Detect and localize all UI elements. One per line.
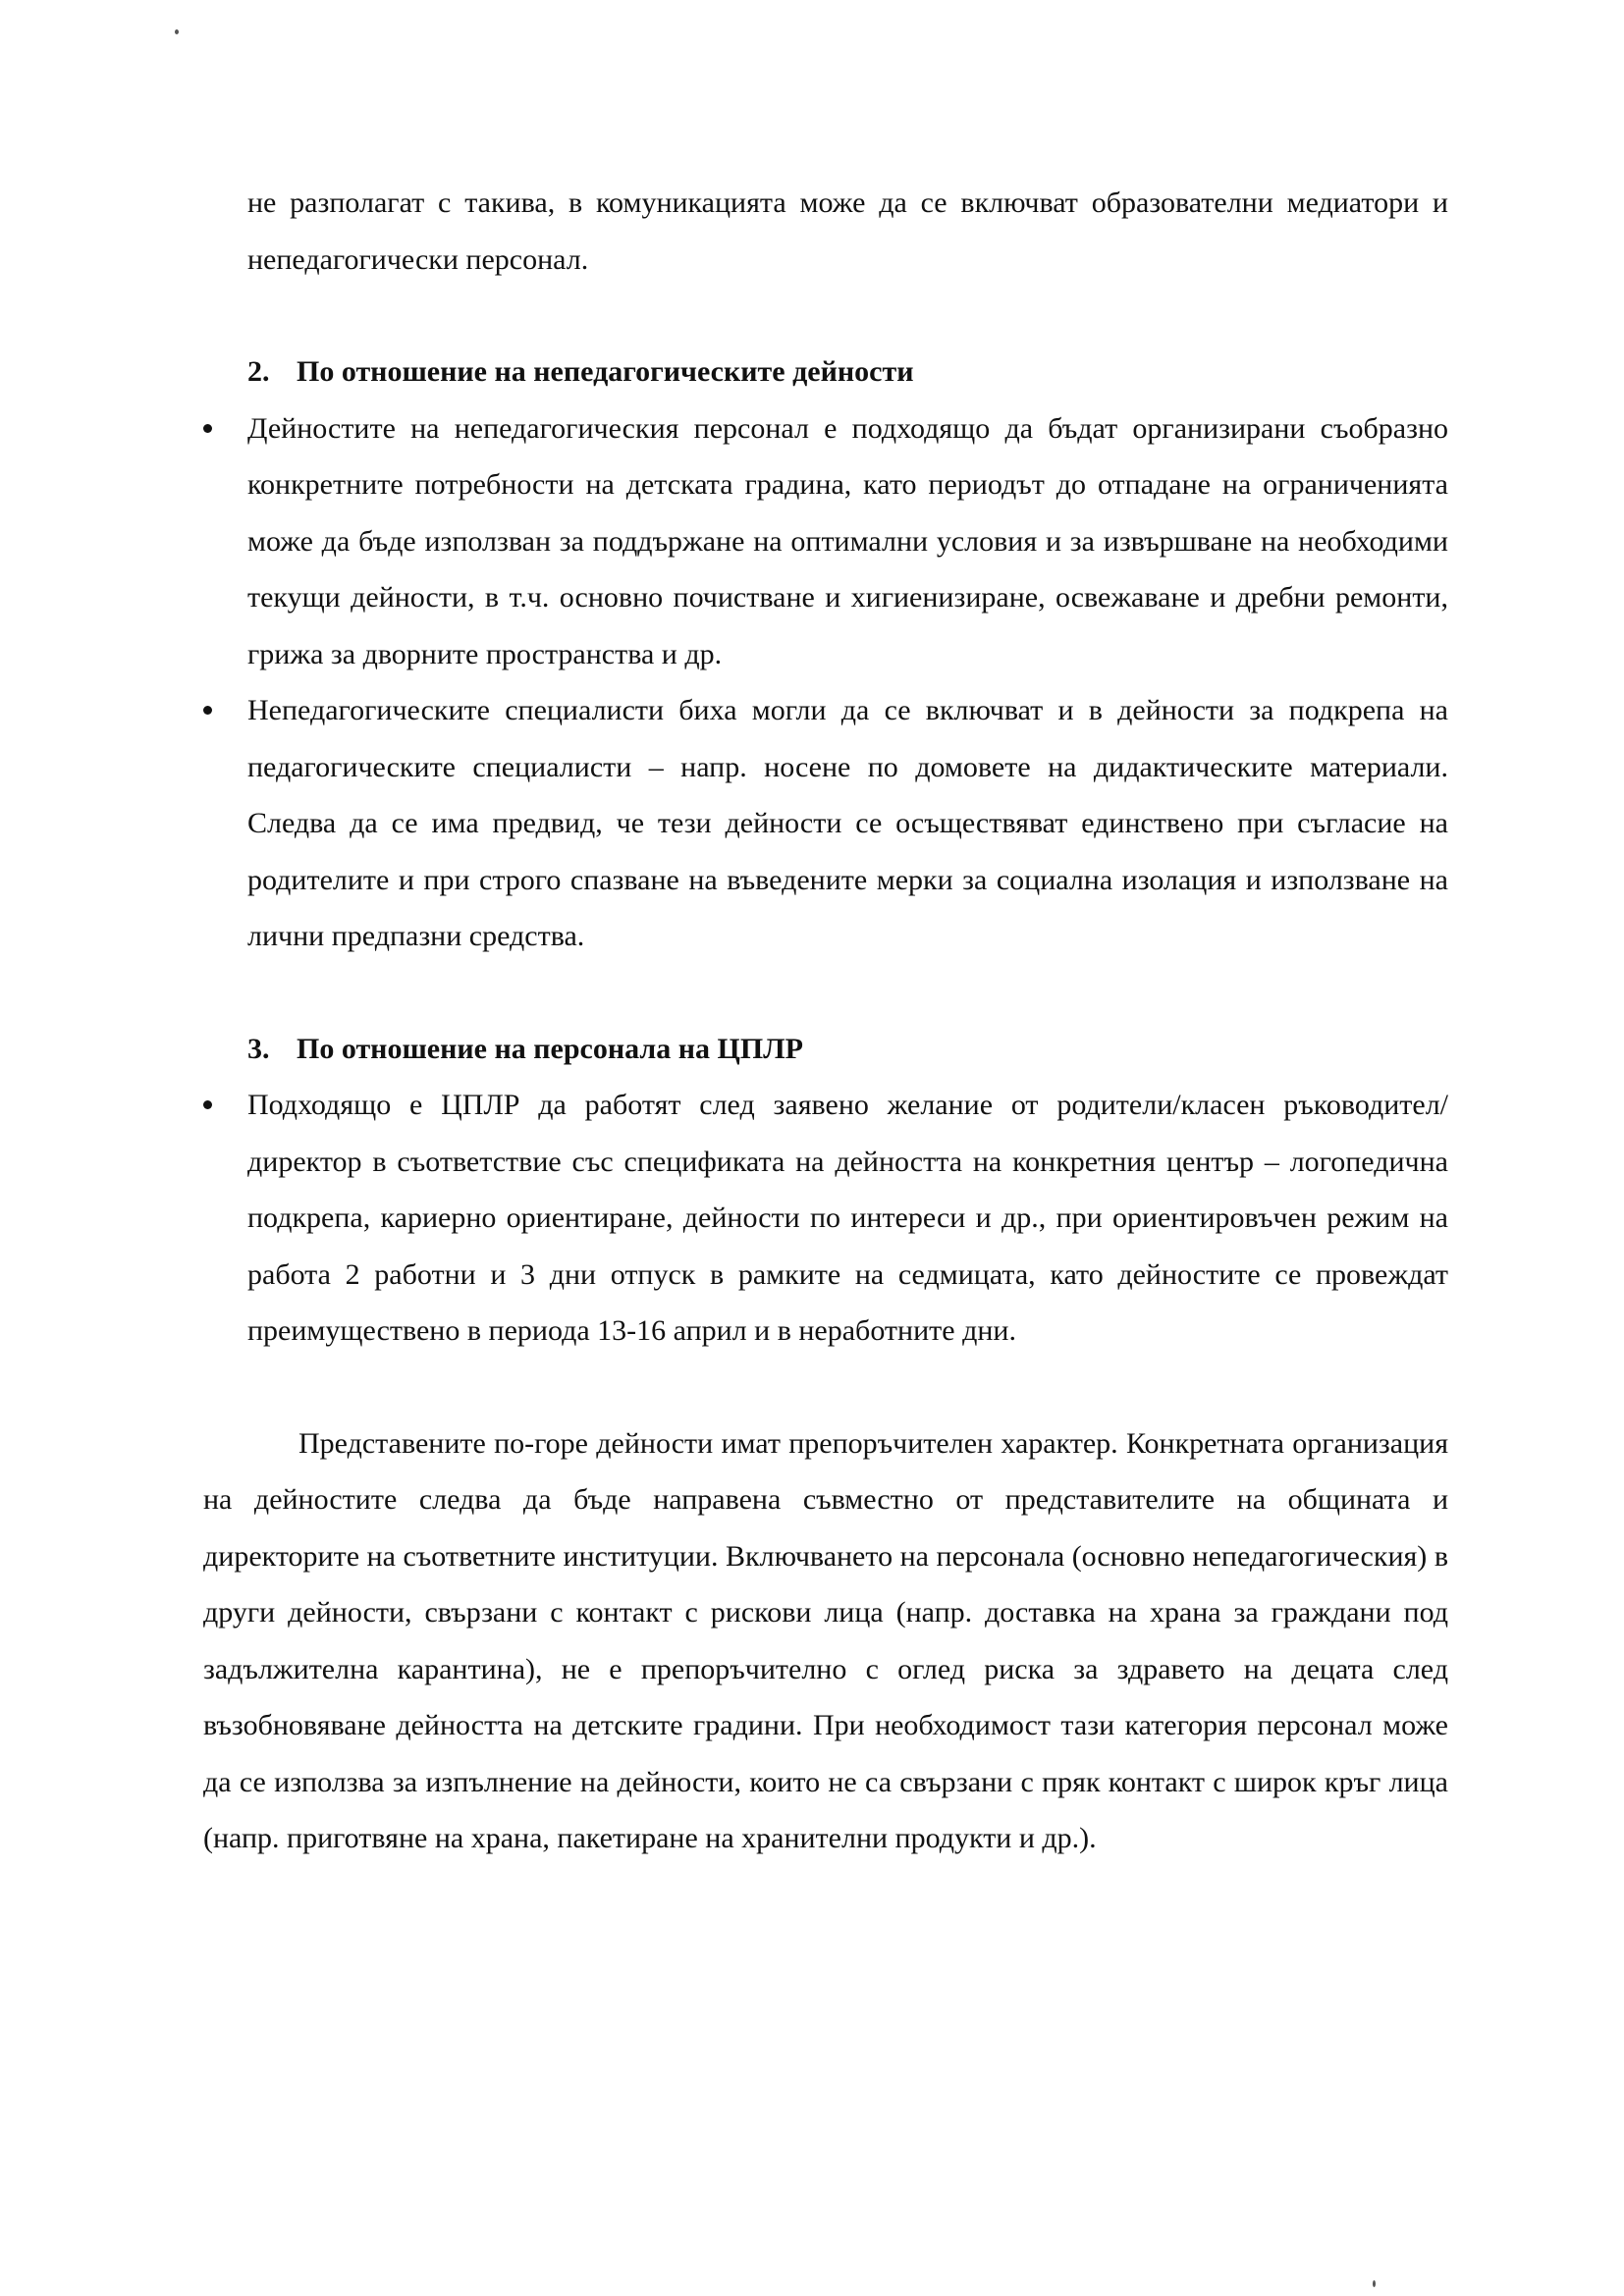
spacer bbox=[203, 288, 1448, 344]
bullet-icon bbox=[203, 706, 212, 715]
intro-block bbox=[247, 175, 1448, 288]
section-2-number: 2. bbox=[247, 355, 270, 388]
section-2-heading-block bbox=[247, 344, 1448, 400]
bullet-text: Подходящо е ЦПЛР да работят след заявено желание от родители/класен ръководител/директор в съответствие със спецификата на дейността на конкретния център – логопедична подкрепа, кариерно ориентиране, дейности по интереси и др., при ориентировъчен режим на работа 2 работни и 3 дни отпуск в рамките на седмицата, като дейностите се провеждат преимуществено в периода 13-16 април и в неработните дни. bbox=[247, 1089, 1448, 1347]
section-2-heading bbox=[247, 344, 1448, 400]
document-body bbox=[203, 175, 1448, 1867]
section-3-bullet-list bbox=[203, 1077, 1448, 1360]
section-3-number: 3. bbox=[247, 1032, 270, 1065]
bullet-text: Непедагогическите специалисти биха могли да се включват и в дейности за подкрепа на педагогическите специалисти – напр. носене по домовете на дидактическите материали. Следва да се има предвид, че тези дейности се осъществяват единствено при съгласие на родителите и при строго спазване на въведените мерки за социална изолация и използване на лични предпазни средства. bbox=[247, 694, 1448, 952]
bullet-icon bbox=[203, 1100, 212, 1109]
closing-paragraph: Представените по-горе дейности имат препоръчителен характер. Конкретната организация на дейностите следва да бъде направена съвместно от представителите на общината и директорите на съответните институции. Включването на персонала (основно непедагогическия) в други дейности, свързани с контакт с рискови лица (напр. доставка на храна за граждани под задължителна карантина), не е препоръчително с оглед риска за здравето на децата след възобновяване дейността на детските градини. При необходимост тази категория персонал може да се използва за изпълнение на дейности, които не са свързани с пряк контакт с широк кръг лица (напр. приготвяне на храна, пакетиране на хранителни продукти и др.). bbox=[203, 1426, 1448, 1854]
section-2-bullet-list bbox=[203, 400, 1448, 965]
section-2-title: По отношение на непедагогическите дейности bbox=[297, 355, 914, 388]
bullet-icon bbox=[203, 424, 212, 433]
spacer bbox=[203, 965, 1448, 1021]
section-3-title: По отношение на персонала на ЦПЛР bbox=[297, 1032, 803, 1065]
list-item bbox=[203, 400, 1448, 683]
bullet-text: Дейностите на непедагогическия персонал е подходящо да бъдат организирани съобразно конкретните потребности на детската градина, като периодът до отпадане на ограниченията може да бъде използван за поддържане на оптимални условия и за извършване на необходими текущи дейности, в т.ч. основно почистване и хигиенизиране, освежаване и дребни ремонти, грижа за дворните пространства и др. bbox=[247, 411, 1448, 670]
spacer bbox=[203, 1360, 1448, 1415]
list-item bbox=[203, 1077, 1448, 1360]
section-3-heading bbox=[247, 1021, 1448, 1078]
scan-speck bbox=[175, 29, 179, 34]
scan-speck bbox=[1373, 2280, 1376, 2287]
list-item bbox=[203, 682, 1448, 965]
section-3-heading-block bbox=[247, 1021, 1448, 1078]
intro-continuation-paragraph: не разполагат с такива, в комуникацията може да се включват образователни медиатори и непедагогически персонал. bbox=[247, 187, 1448, 276]
